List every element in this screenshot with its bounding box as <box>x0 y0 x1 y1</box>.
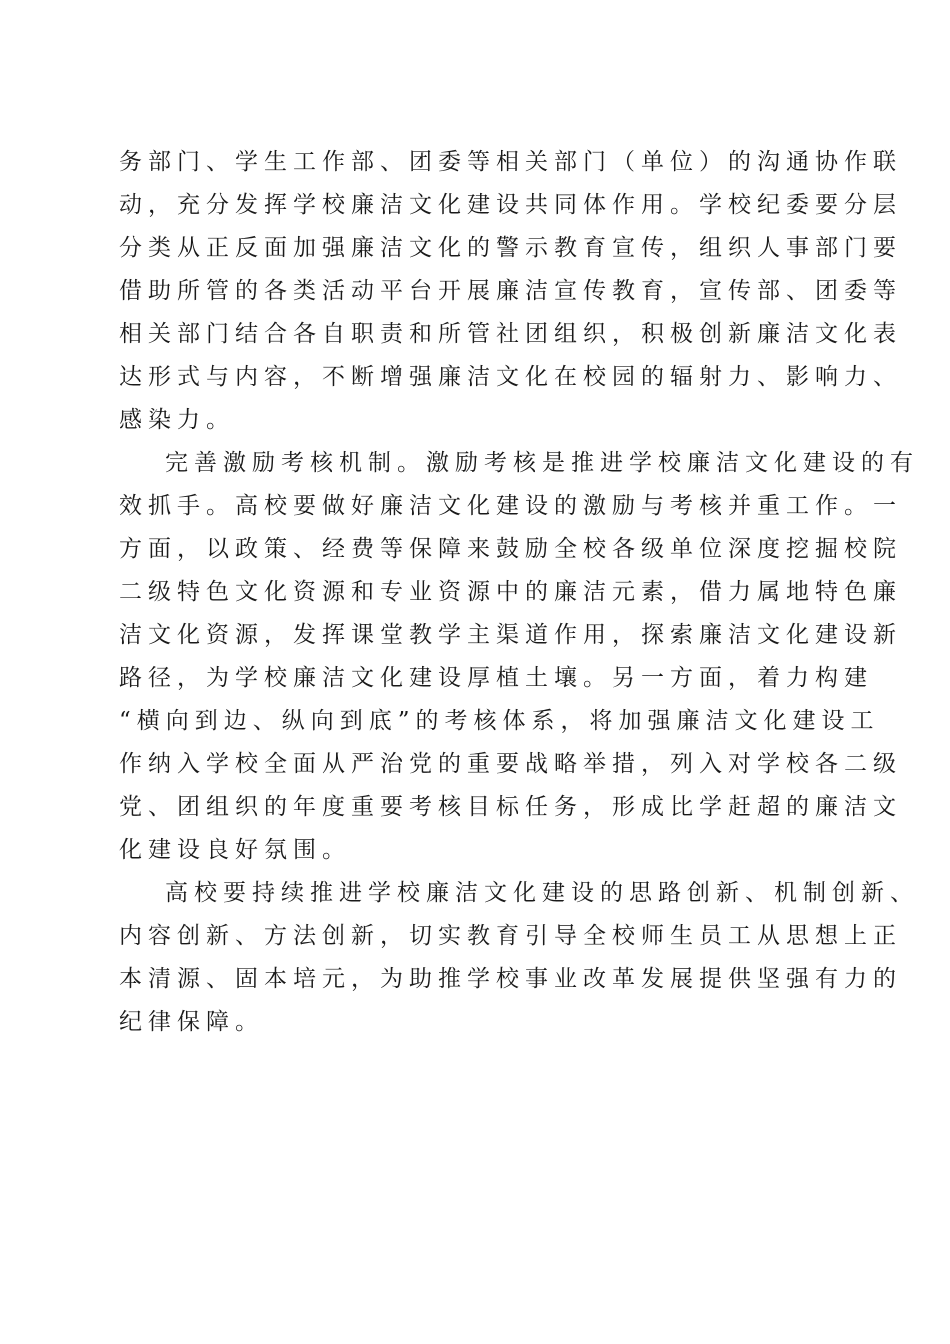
text-line: 内容创新、方法创新，切实教育引导全校师生员工从思想上正 <box>119 923 902 949</box>
text-line: 动，充分发挥学校廉洁文化建设共同体作用。学校纪委要分层 <box>119 192 902 218</box>
text-line: 效抓手。高校要做好廉洁文化建设的激励与考核并重工作。一 <box>119 493 902 519</box>
paragraph-1 <box>119 141 902 442</box>
paragraph-2 <box>119 442 919 872</box>
text-line: 分类从正反面加强廉洁文化的警示教育宣传，组织人事部门要 <box>119 235 902 261</box>
text-line: 路径，为学校廉洁文化建设厚植土壤。另一方面，着力构建 <box>119 665 873 691</box>
text-line: 二级特色文化资源和专业资源中的廉洁元素，借力属地特色廉 <box>119 579 902 605</box>
text-line: 纪律保障。 <box>119 1009 264 1035</box>
text-line: 务部门、学生工作部、团委等相关部门（单位）的沟通协作联 <box>119 149 902 175</box>
text-line: 感染力。 <box>119 407 235 433</box>
text-line: 本清源、固本培元，为助推学校事业改革发展提供坚强有力的 <box>119 966 902 992</box>
text-line: 完善激励考核机制。激励考核是推进学校廉洁文化建设的有 <box>165 450 919 476</box>
text-line: 相关部门结合各自职责和所管社团组织，积极创新廉洁文化表 <box>119 321 902 347</box>
text-line: “横向到边、纵向到底”的考核体系，将加强廉洁文化建设工 <box>119 708 880 734</box>
text-line: 方面，以政策、经费等保障来鼓励全校各级单位深度挖掘校院 <box>119 536 902 562</box>
text-line: 作纳入学校全面从严治党的重要战略举措，列入对学校各二级 <box>119 751 902 777</box>
text-line: 党、团组织的年度重要考核目标任务，形成比学赶超的廉洁文 <box>119 794 902 820</box>
text-line: 洁文化资源，发挥课堂教学主渠道作用，探索廉洁文化建设新 <box>119 622 902 648</box>
text-line: 达形式与内容，不断增强廉洁文化在校园的辐射力、影响力、 <box>119 364 902 390</box>
paragraph-3 <box>119 872 919 1044</box>
text-line: 化建设良好氛围。 <box>119 837 351 863</box>
text-line: 借助所管的各类活动平台开展廉洁宣传教育，宣传部、团委等 <box>119 278 902 304</box>
text-line: 高校要持续推进学校廉洁文化建设的思路创新、机制创新、 <box>165 880 919 906</box>
body-text <box>119 141 919 1044</box>
